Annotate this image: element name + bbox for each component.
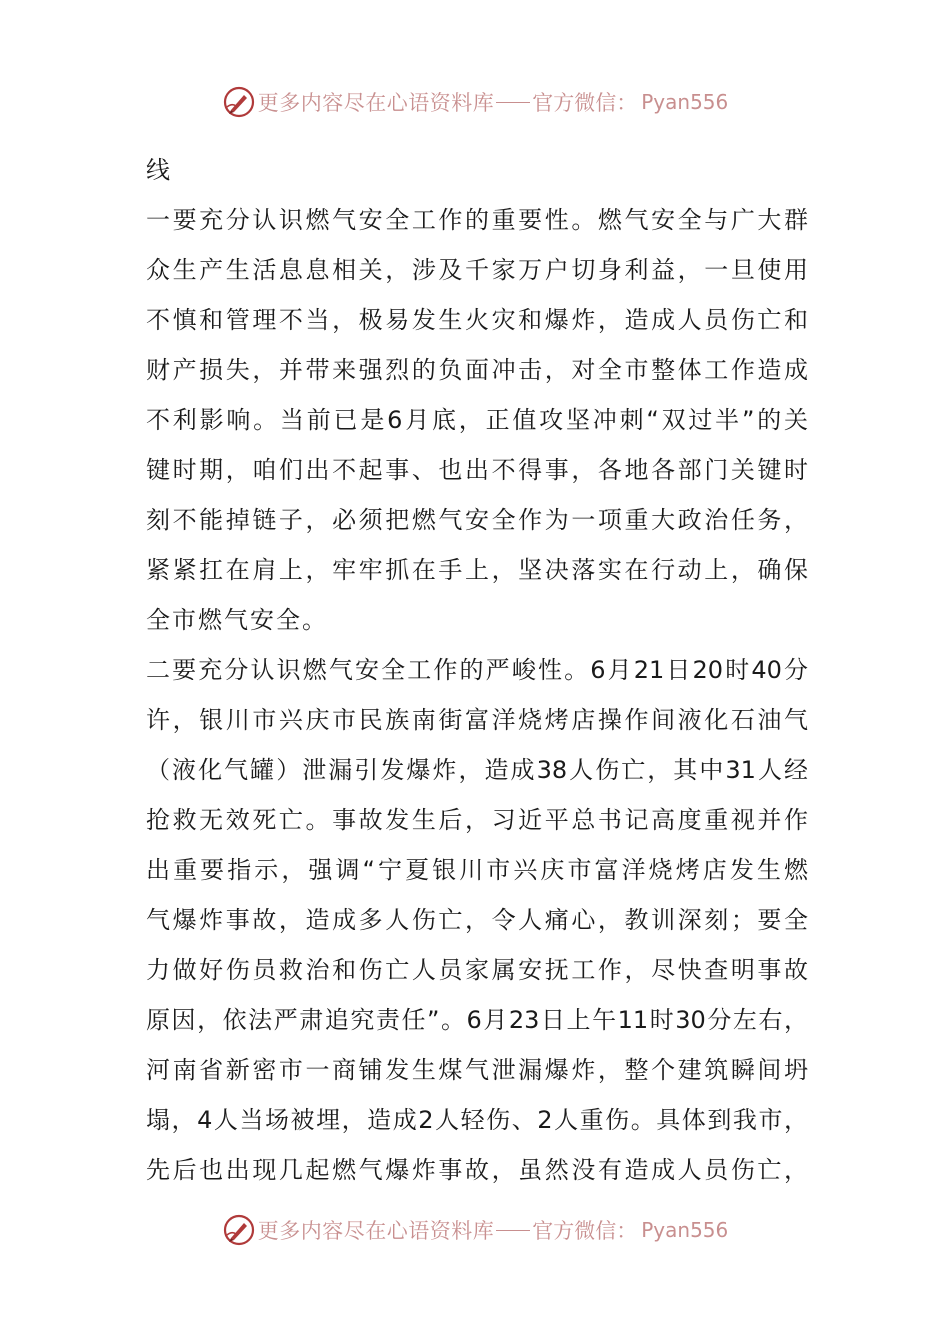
pen-logo-icon: [222, 85, 256, 119]
text-line: 出重要指示，强调“宁夏银川市兴庆市富洋烧烤店发生燃: [146, 856, 808, 884]
text-line: 许，银川市兴庆市民族南街富洋烧烤店操作间液化石油气: [146, 706, 808, 734]
text-line: 原因，依法严肃追究责任”。6月23日上午11时30分左右，: [146, 1006, 808, 1034]
text-line: 财产损失，并带来强烈的负面冲击，对全市整体工作造成: [146, 356, 808, 384]
text-line: 键时期，咱们出不起事、也出不得事，各地各部门关键时: [146, 456, 808, 484]
text-line: 二要充分认识燃气安全工作的严峻性。6月21日20时40分: [146, 656, 808, 684]
text-line: 塌，4人当场被埋，造成2人轻伤、2人重伤。具体到我市，: [146, 1106, 808, 1134]
header-wechat-id: Pyan556: [641, 90, 729, 114]
header-wechat-label: 官方微信：: [532, 91, 638, 115]
text-line: 一要充分认识燃气安全工作的重要性。燃气安全与广大群: [146, 206, 808, 234]
text-line: 全市燃气安全。: [146, 606, 328, 634]
text-line: 不利影响。当前已是6月底，正值攻坚冲刺“双过半”的关: [146, 406, 808, 434]
footer-wechat-id: Pyan556: [641, 1218, 729, 1242]
footer-dash: [496, 1230, 530, 1231]
text-line: 刻不能掉链子，必须把燃气安全作为一项重大政治任务，: [146, 506, 808, 534]
text-line: 先后也出现几起燃气爆炸事故，虽然没有造成人员伤亡，: [146, 1156, 808, 1184]
header-banner: [0, 82, 950, 122]
footer-wechat-label: 官方微信：: [532, 1219, 638, 1243]
text-line: 力做好伤员救治和伤亡人员家属安抚工作，尽快查明事故: [146, 956, 808, 984]
text-line: 气爆炸事故，造成多人伤亡，令人痛心，教训深刻；要全: [146, 906, 808, 934]
text-line: （液化气罐）泄漏引发爆炸，造成38人伤亡，其中31人经: [146, 756, 808, 784]
text-line: 紧紧扛在肩上，牢牢抓在手上，坚决落实在行动上，确保: [146, 556, 808, 584]
header-text: 更多内容尽在心语资料库: [257, 91, 495, 115]
pen-logo-icon: [222, 1213, 256, 1247]
text-line: 不慎和管理不当，极易发生火灾和爆炸，造成人员伤亡和: [146, 306, 808, 334]
footer-text: 更多内容尽在心语资料库: [257, 1219, 495, 1243]
document-body: [146, 145, 808, 1195]
header-dash: [496, 102, 530, 103]
footer-banner: [0, 1210, 950, 1250]
text-line: 线: [146, 156, 172, 184]
text-line: 众生产生活息息相关，涉及千家万户切身利益，一旦使用: [146, 256, 808, 284]
text-line: 河南省新密市一商铺发生煤气泄漏爆炸，整个建筑瞬间坍: [146, 1056, 808, 1084]
text-line: 抢救无效死亡。事故发生后，习近平总书记高度重视并作: [146, 806, 808, 834]
